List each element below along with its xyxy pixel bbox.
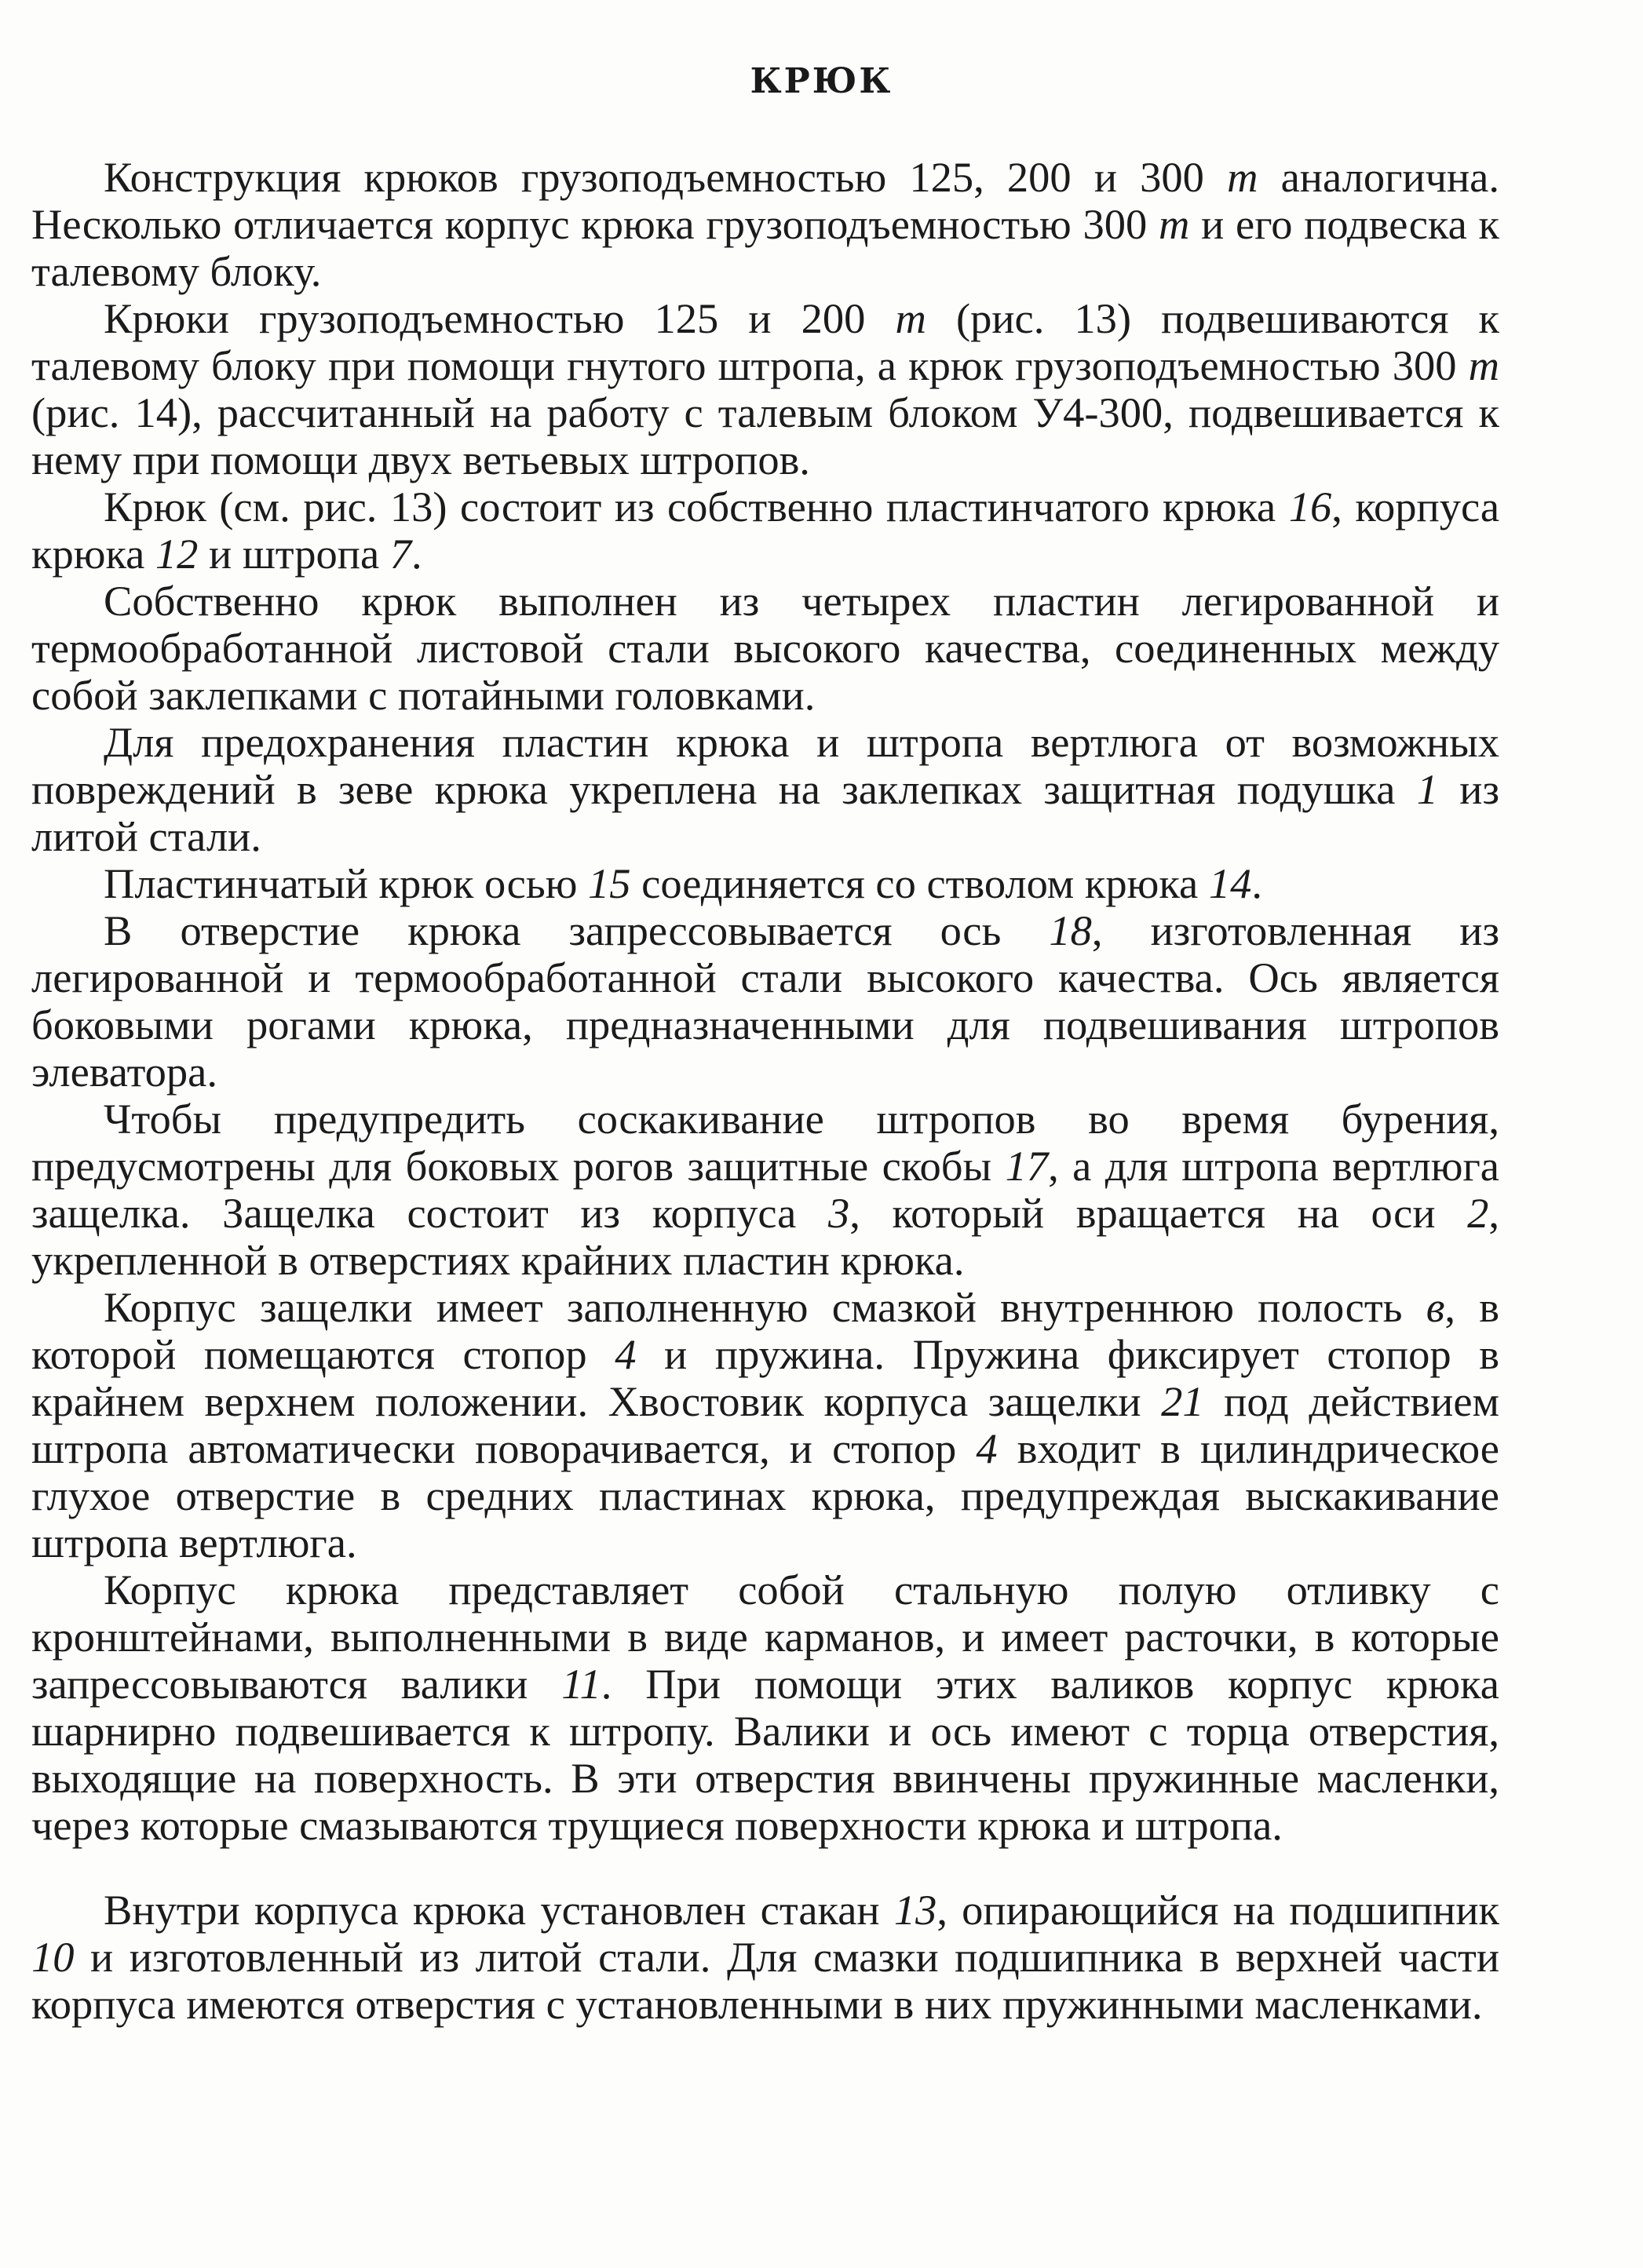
italic-reference: 12 (155, 530, 199, 578)
text-run: Корпус крюка представляет собой стальную полую отливку с кронштейнами, выполненными в виде карманов, и имеет расточки, в которые запрессовываются валики (31, 1566, 1499, 1708)
italic-reference: 16 (1288, 483, 1332, 531)
italic-reference: 14 (1208, 859, 1252, 907)
italic-reference: в (1426, 1283, 1445, 1331)
paragraph (31, 1284, 1499, 1566)
text-run: , корпуса крюка (31, 483, 1500, 578)
text-run: (рис. 13) подвешиваются к талевому блоку при помощи гнутого штропа, а крюк грузоподъемностью 300 (31, 294, 1499, 389)
italic-reference: 4 (976, 1424, 998, 1472)
paragraph (31, 295, 1499, 483)
text-run: под действием штропа автоматически поворачивается, и стопор (31, 1377, 1499, 1472)
italic-reference: т (1158, 200, 1190, 248)
italic-reference: 13 (893, 1886, 937, 1934)
italic-reference: т (1227, 153, 1258, 201)
text-run: аналогична. Несколько отличается корпус крюка грузоподъемностью 300 (31, 153, 1499, 248)
italic-reference: 15 (588, 859, 631, 907)
text-run: и его подвеска к талевому блоку. (31, 200, 1499, 295)
paragraph (31, 154, 1499, 295)
text-run: , опирающийся на подшипник (937, 1886, 1499, 1934)
italic-reference: т (1468, 341, 1499, 389)
italic-reference: т (895, 294, 926, 342)
paragraph (31, 1096, 1499, 1284)
italic-reference: 17 (1005, 1142, 1049, 1190)
paragraph (31, 719, 1499, 860)
text-run: . При помощи этих валиков корпус крюка шарнирно подвешивается к штропу. Валики и ось имеют с торца отверстия, выходящие на поверхность. В эти отверстия ввинчены пружинные масленки, через которые смазываются трущиеся поверхности крюка и штропа. (31, 1660, 1499, 1849)
paragraph (31, 860, 1499, 907)
page-title: КРЮК (750, 61, 893, 101)
text-run: и пружина. Пружина фиксирует стопор в крайнем верхнем положении. Хвостовик корпуса защелки (31, 1330, 1499, 1425)
italic-reference: 21 (1161, 1377, 1204, 1425)
text-run: , а для штропа вертлюга защелка. Защелка состоит из корпуса (31, 1142, 1499, 1237)
text-run: Пластинчатый крюк осью (104, 859, 589, 907)
paragraph (31, 907, 1499, 1096)
text-run: Корпус защелки имеет заполненную смазкой внутреннюю полость (104, 1283, 1426, 1331)
text-run: Внутри корпуса крюка установлен стакан (104, 1886, 894, 1934)
text-run: и штропа (198, 530, 390, 578)
paragraph (31, 578, 1499, 719)
text-run: . (1251, 859, 1262, 907)
text-run: Крюк (см. рис. 13) состоит из собственно пластинчатого крюка (104, 483, 1289, 531)
italic-reference: 1 (1416, 765, 1438, 813)
text-run: . (411, 530, 422, 578)
italic-reference: 2 (1467, 1189, 1489, 1237)
text-run: , изготовленная из легированной и термообработанной стали высокого качества. Ось является боковыми рогами крюка, предназначенными для подвешивания штропов элеватора. (31, 906, 1499, 1096)
italic-reference: 3 (827, 1189, 850, 1237)
text-run: , укрепленной в отверстиях крайних пластин крюка. (31, 1189, 1499, 1284)
text-run: соединяется со стволом крюка (630, 859, 1209, 907)
text-run: В отверстие крюка запрессовывается ось (104, 906, 1050, 954)
text-run: Собственно крюк выполнен из четырех пластин легированной и термообработанной листовой стали высокого качества, соединенных между собой заклепками с потайными головками. (31, 577, 1499, 719)
italic-reference: 18 (1049, 906, 1092, 954)
text-run: , который вращается на оси (849, 1189, 1468, 1237)
text-run: Конструкция крюков грузоподъемностью 125, 200 и 300 (104, 153, 1228, 201)
italic-reference: 7 (389, 530, 412, 578)
text-run: входит в цилиндрическое глухое отверстие в средних пластинах крюка, предупреждая выскакивание штропа вертлюга. (31, 1424, 1499, 1566)
text-run: из литой стали. (31, 765, 1499, 860)
body-text (31, 154, 1499, 2028)
text-run: (рис. 14), рассчитанный на работу с талевым блоком У4-300, подвешивается к нему при помощи двух ветьевых штропов. (31, 388, 1499, 483)
text-run: и изготовленный из литой стали. Для смазки подшипника в верхней части корпуса имеются отверстия с установленными в них пружинными масленками. (31, 1933, 1499, 2028)
text-run: Крюки грузоподъемностью 125 и 200 (104, 294, 896, 342)
italic-reference: 4 (615, 1330, 637, 1378)
paragraph (31, 1566, 1499, 1849)
text-run: Чтобы предупредить соскакивание штропов во время бурения, предусмотрены для боковых рогов защитные скобы (31, 1095, 1499, 1190)
text-run: , в которой помещаются стопор (31, 1283, 1500, 1378)
paragraph (31, 1887, 1499, 2028)
paragraph (31, 483, 1499, 578)
text-run: Для предохранения пластин крюка и штропа вертлюга от возможных повреждений в зеве крюка укреплена на заклепках защитная подушка (31, 718, 1499, 813)
italic-reference: 11 (561, 1660, 601, 1708)
italic-reference: 10 (31, 1933, 75, 1981)
